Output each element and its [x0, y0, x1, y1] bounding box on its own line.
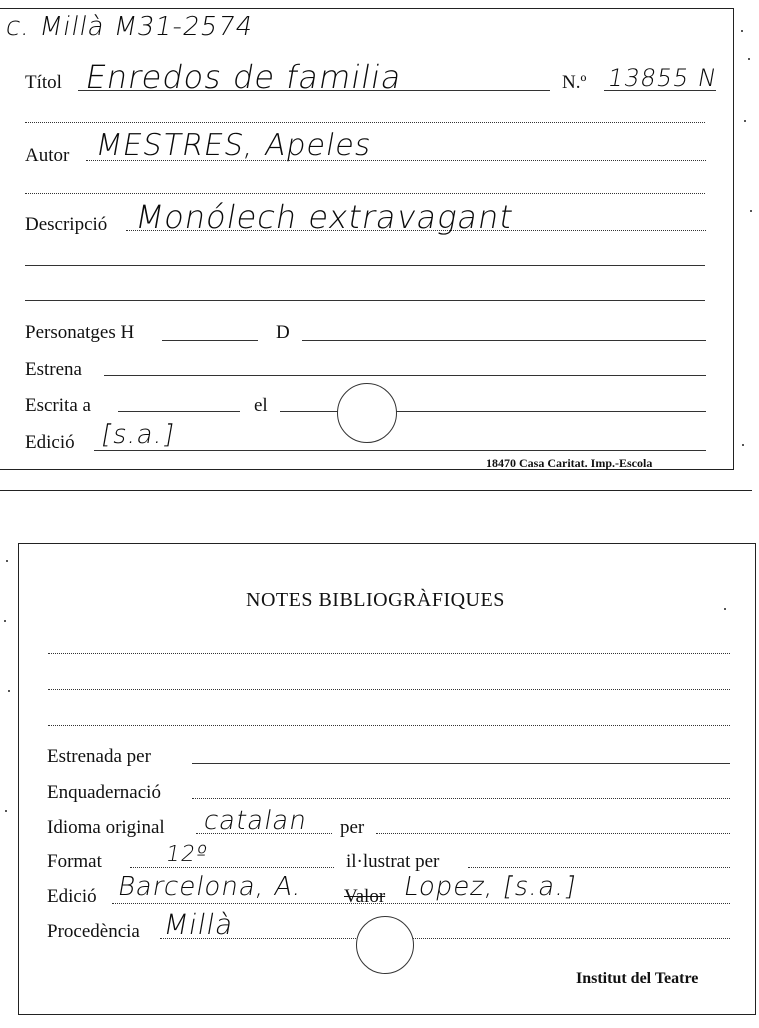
edicio-value: [s.a.] — [99, 420, 177, 450]
notes-line-1 — [48, 653, 730, 654]
scan-speck — [724, 608, 726, 610]
edicio-back-value-a: Barcelona, A. — [115, 872, 305, 902]
scan-speck — [741, 30, 743, 32]
estrenada-line — [192, 763, 730, 764]
idioma-per-label: per — [340, 817, 365, 838]
top-annotation: c. Millà M31-2574 — [3, 12, 256, 42]
format-line — [130, 867, 334, 868]
procedencia-label: Procedència — [47, 921, 140, 942]
escrita-line — [118, 411, 240, 412]
descripcio-label: Descripció — [25, 214, 108, 235]
scan-speck — [742, 444, 744, 446]
personatges-h-line — [162, 340, 258, 341]
scan-speck — [6, 560, 8, 562]
titol-extra-line — [25, 122, 705, 123]
enquadernacio-label: Enquadernació — [47, 782, 161, 803]
personatges-d-line — [302, 340, 706, 341]
numero-value: 13855 N — [605, 64, 720, 92]
edicio-back-line — [112, 903, 730, 904]
escrita-label: Escrita a — [25, 395, 91, 416]
idioma-per-line — [376, 833, 730, 834]
printer-imprint: 18470 Casa Caritat. Imp.-Escola — [486, 456, 653, 470]
autor-extra-line — [25, 193, 705, 194]
autor-label: Autor — [25, 145, 70, 166]
scan-speck — [8, 690, 10, 692]
edicio-back-value-b: Lopez, [s.a.] — [401, 872, 579, 902]
scan-speck — [750, 210, 752, 212]
format-illustrat-line — [468, 867, 730, 868]
scan-speck — [744, 120, 746, 122]
edicio-label: Edició — [25, 432, 75, 453]
edicio-back-label: Edició — [47, 886, 97, 907]
institution-footer: Institut del Teatre — [576, 970, 699, 987]
scan-speck — [748, 58, 750, 60]
punch-hole-back — [356, 916, 414, 974]
autor-value: MESTRES, Apeles — [92, 128, 375, 163]
personatges-label: Personatges H — [25, 322, 135, 343]
edicio-back-struck: Valor — [344, 886, 386, 907]
notes-line-2 — [48, 689, 730, 690]
personatges-d-label: D — [276, 322, 290, 343]
format-label: Format — [47, 851, 102, 872]
card-separator — [0, 490, 752, 491]
scan-speck — [4, 620, 6, 622]
notes-heading: NOTES BIBLIOGRÀFIQUES — [246, 589, 505, 611]
procedencia-line — [160, 938, 730, 939]
numero-label: N.º — [562, 72, 587, 93]
idioma-value: catalan — [201, 806, 310, 836]
edicio-line — [94, 450, 706, 451]
notes-line-3 — [48, 725, 730, 726]
descripcio-value: Monólech extravagant — [132, 198, 517, 236]
scan-speck — [5, 810, 7, 812]
descripcio-extra-line-2 — [25, 300, 705, 301]
format-illustrat-label: il·lustrat per — [346, 851, 440, 872]
enquadernacio-line — [192, 798, 730, 799]
estrenada-label: Estrenada per — [47, 746, 151, 767]
descripcio-extra-line-1 — [25, 265, 705, 266]
punch-hole-front — [337, 383, 397, 443]
procedencia-value: Millà — [161, 908, 237, 941]
estrena-label: Estrena — [25, 359, 82, 380]
escrita-el-label: el — [254, 395, 268, 416]
titol-label: Títol — [25, 72, 62, 93]
estrena-line — [104, 375, 706, 376]
idioma-label: Idioma original — [47, 817, 165, 838]
titol-value: Enredos de familia — [82, 58, 406, 96]
format-value: 12º — [163, 842, 210, 867]
